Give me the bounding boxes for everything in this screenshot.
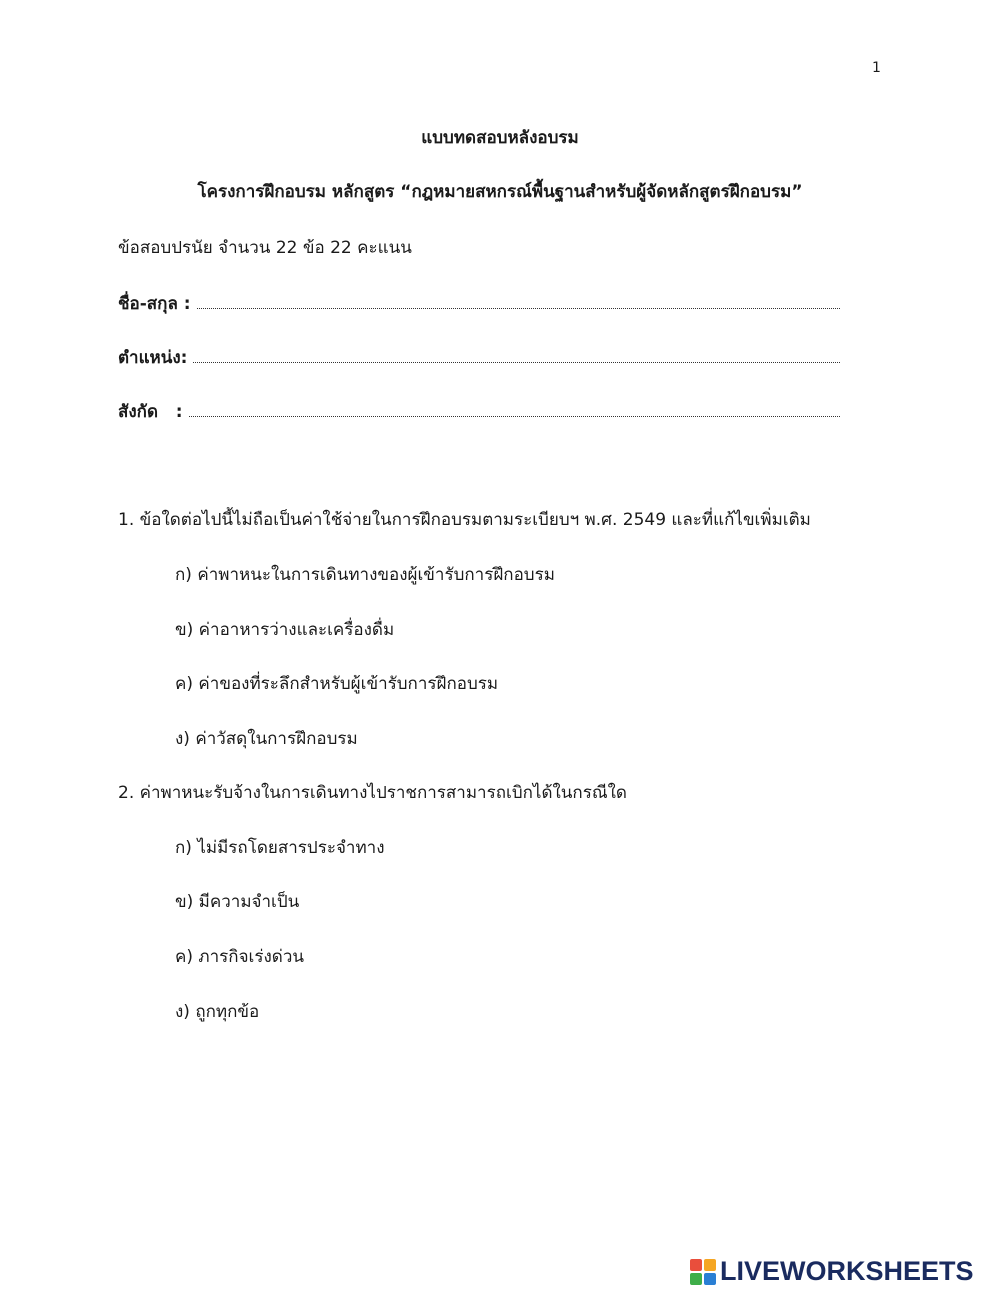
logo-text: LIVEWORKSHEETS bbox=[720, 1256, 974, 1286]
logo-mark-tile bbox=[690, 1259, 702, 1271]
question-1: 1. ข้อใดต่อไปนี้ไม่ถือเป็นค่าใช้จ่ายในการฝึกอบรมตามระเบียบฯ พ.ศ. 2549 และที่แก้ไขเพิ่มเติม bbox=[118, 510, 811, 530]
question-1-option-a[interactable]: ก) ค่าพาหนะในการเดินทางของผู้เข้ารับการฝึกอบรม bbox=[175, 565, 555, 585]
affiliation-label: สังกัด : bbox=[118, 402, 183, 422]
name-input-line[interactable] bbox=[197, 291, 840, 309]
question-1-option-c[interactable]: ค) ค่าของที่ระลึกสำหรับผู้เข้ารับการฝึกอบรม bbox=[175, 674, 499, 694]
position-label: ตำแหน่ง: bbox=[118, 348, 188, 368]
affiliation-input-line[interactable] bbox=[189, 399, 840, 417]
liveworksheets-logo bbox=[690, 1256, 974, 1287]
question-2-option-a[interactable]: ก) ไม่มีรถโดยสารประจำทาง bbox=[175, 838, 385, 858]
document-subtitle: โครงการฝึกอบรม หลักสูตร “กฎหมายสหกรณ์พื้นฐานสำหรับผู้จัดหลักสูตรฝึกอบรม” bbox=[197, 182, 803, 202]
question-2-option-c[interactable]: ค) ภารกิจเร่งด่วน bbox=[175, 947, 304, 967]
logo-mark-tile bbox=[704, 1259, 716, 1271]
logo-mark-tile bbox=[690, 1273, 702, 1285]
question-1-option-b[interactable]: ข) ค่าอาหารว่างและเครื่องดื่ม bbox=[175, 620, 395, 640]
logo-mark-tile bbox=[704, 1273, 716, 1285]
page-number: 1 bbox=[872, 60, 881, 76]
question-1-option-d[interactable]: ง) ค่าวัสดุในการฝึกอบรม bbox=[175, 729, 358, 749]
name-field[interactable] bbox=[118, 290, 840, 314]
question-2: 2. ค่าพาหนะรับจ้างในการเดินทางไปราชการสามารถเบิกได้ในกรณีใด bbox=[118, 783, 627, 803]
document-title: แบบทดสอบหลังอบรม bbox=[421, 128, 579, 148]
affiliation-field[interactable] bbox=[118, 398, 840, 422]
position-field[interactable] bbox=[118, 344, 840, 368]
question-2-option-b[interactable]: ข) มีความจำเป็น bbox=[175, 892, 300, 912]
liveworksheets-logo-icon bbox=[690, 1259, 716, 1285]
name-label: ชื่อ-สกุล : bbox=[118, 294, 191, 314]
exam-description: ข้อสอบปรนัย จำนวน 22 ข้อ 22 คะแนน bbox=[118, 238, 412, 258]
question-2-option-d[interactable]: ง) ถูกทุกข้อ bbox=[175, 1002, 260, 1022]
position-input-line[interactable] bbox=[193, 345, 840, 363]
